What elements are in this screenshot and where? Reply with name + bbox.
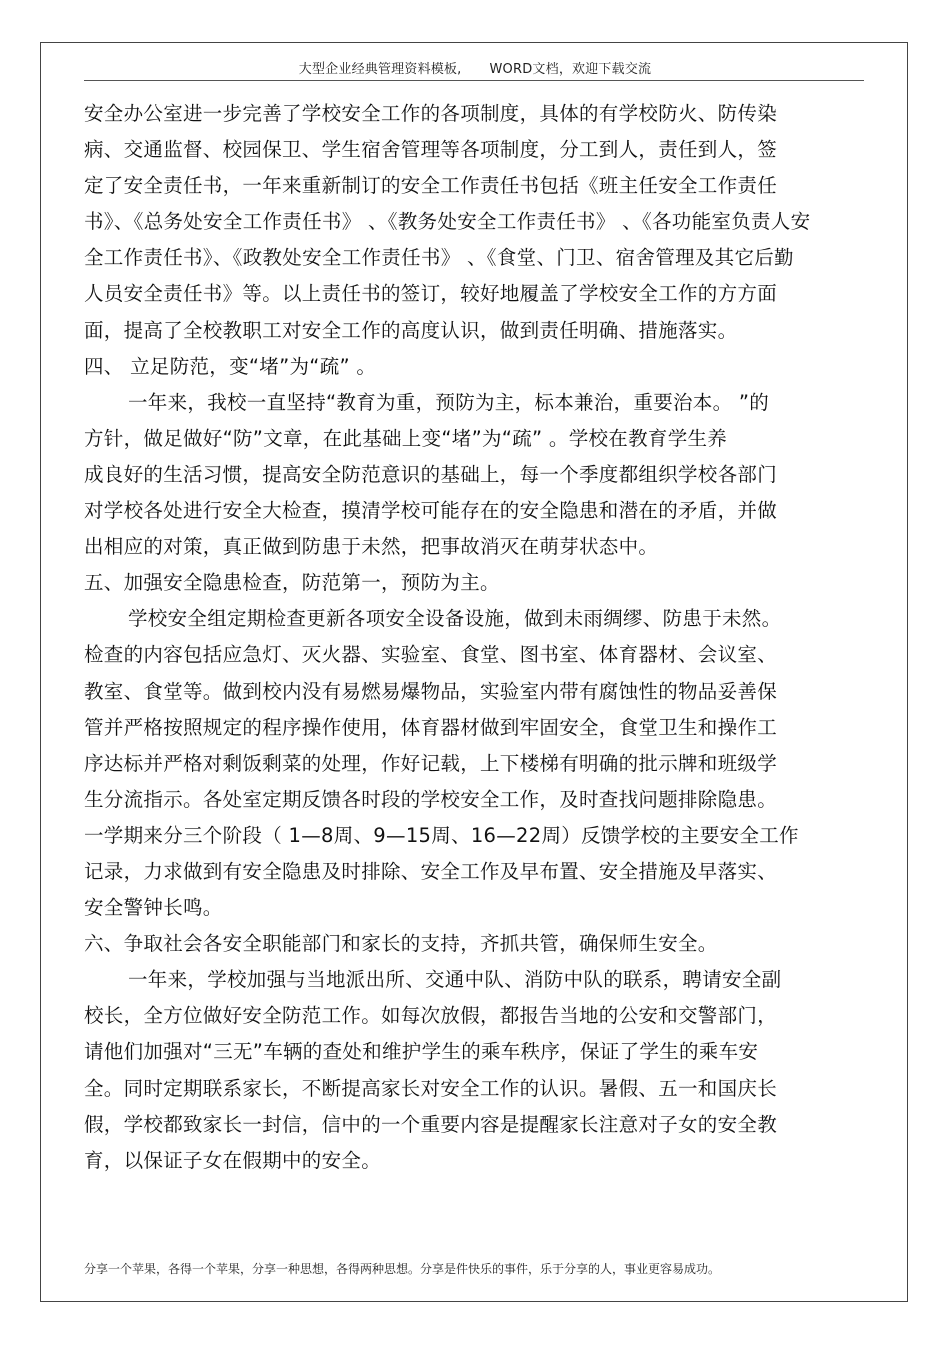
text-line: 管并严格按照规定的程序操作使用，体育器材做到牢固安全，食堂卫生和操作工 [84, 715, 778, 739]
text-line: 一年来，我校一直坚持“教育为重，预防为主，标本兼治，重要治本。 ”的 [128, 390, 770, 414]
text-line: 全。同时定期联系家长，不断提高家长对安全工作的认识。暑假、五一和国庆长 [84, 1076, 778, 1100]
section-heading-5: 五、加强安全隐患检查，防范第一，预防为主。 [84, 571, 500, 595]
page-header [0, 58, 950, 77]
text-line: 育，以保证子女在假期中的安全。 [84, 1148, 382, 1172]
text-line: 校长，全方位做好安全防范工作。如每次放假，都报告当地的公安和交警部门， [84, 1004, 778, 1028]
text-line: 出相应的对策，真正做到防患于未然，把事故消灭在萌芽状态中。 [84, 535, 659, 559]
text-line: 生分流指示。各处室定期反馈各时段的学校安全工作，及时查找问题排除隐患。 [84, 787, 778, 811]
text-line: 序达标并严格对剩饭剩菜的处理，作好记载，上下楼梯有明确的批示牌和班级学 [84, 751, 778, 775]
text-line: 方针，做足做好“防”文章，在此基础上变“堵”为“疏” 。学校在教育学生养 [84, 426, 728, 450]
text-line: 全工作责任书》、《政教处安全工作责任书》 、《食堂、门卫、宿舍管理及其它后勤 [84, 246, 794, 270]
text-line: 成良好的生活习惯，提高安全防范意识的基础上，每一个季度都组织学校各部门 [84, 462, 778, 486]
text-line: 教室、食堂等。做到校内没有易燃易爆物品，实验室内带有腐蚀性的物品妥善保 [84, 679, 778, 703]
text-line: 面，提高了全校教职工对安全工作的高度认识，做到责任明确、措施落实。 [84, 318, 738, 342]
text-line: 检查的内容包括应急灯、灭火器、实验室、食堂、图书室、体育器材、会议室、 [84, 643, 778, 667]
text-line: 学校安全组定期检查更新各项安全设备设施，做到未雨绸缪、防患于未然。 [128, 607, 782, 631]
text-line: 对学校各处进行安全大检查，摸清学校可能存在的安全隐患和潜在的矛盾，并做 [84, 499, 778, 523]
text-line: 记录，力求做到有安全隐患及时排除、安全工作及早布置、安全措施及早落实、 [84, 859, 778, 883]
header-right-text: WORD文档，欢迎下载交流 [489, 62, 652, 77]
text-line: 假，学校都致家长一封信，信中的一个重要内容是提醒家长注意对子女的安全教 [84, 1112, 778, 1136]
text-line: 人员安全责任书》等。以上责任书的签订，较好地履盖了学校安全工作的方方面 [84, 282, 778, 306]
text-line: 书》、《总务处安全工作责任书》 、《教务处安全工作责任书》 、《各功能室负责人安 [84, 210, 811, 234]
section-heading-4: 四、 立足防范，变“堵”为“疏” 。 [84, 354, 377, 378]
header-left-text: 大型企业经典管理资料模板, [298, 62, 462, 77]
text-line: 安全办公室进一步完善了学校安全工作的各项制度，具体的有学校防火、防传染 [84, 102, 778, 125]
text-line: 病、交通监督、校园保卫、学生宿舍管理等各项制度，分工到人，责任到人，签 [84, 138, 778, 162]
text-line: 一年来，学校加强与当地派出所、交通中队、消防中队的联系，聘请安全副 [128, 968, 782, 992]
header-divider [84, 80, 864, 81]
section-heading-6: 六、争取社会各安全职能部门和家长的支持，齐抓共管，确保师生安全。 [84, 932, 718, 956]
text-line: 定了安全责任书，一年来重新制订的安全工作责任书包括《班主任安全工作责任 [84, 174, 778, 198]
document-body [84, 96, 884, 1179]
page-footer: 分享一个苹果，各得一个苹果，分享一种思想，各得两种思想。分享是件快乐的事件，乐于分享的人，事业更容易成功。 [84, 1262, 721, 1276]
text-line: 请他们加强对“三无”车辆的查处和维护学生的乘车秩序，保证了学生的乘车安 [84, 1040, 759, 1064]
text-line: 一学期来分三个阶段（ 1—8周、9—15周、16—22周）反馈学校的主要安全工作 [84, 823, 799, 847]
text-line: 安全警钟长鸣。 [84, 896, 223, 920]
